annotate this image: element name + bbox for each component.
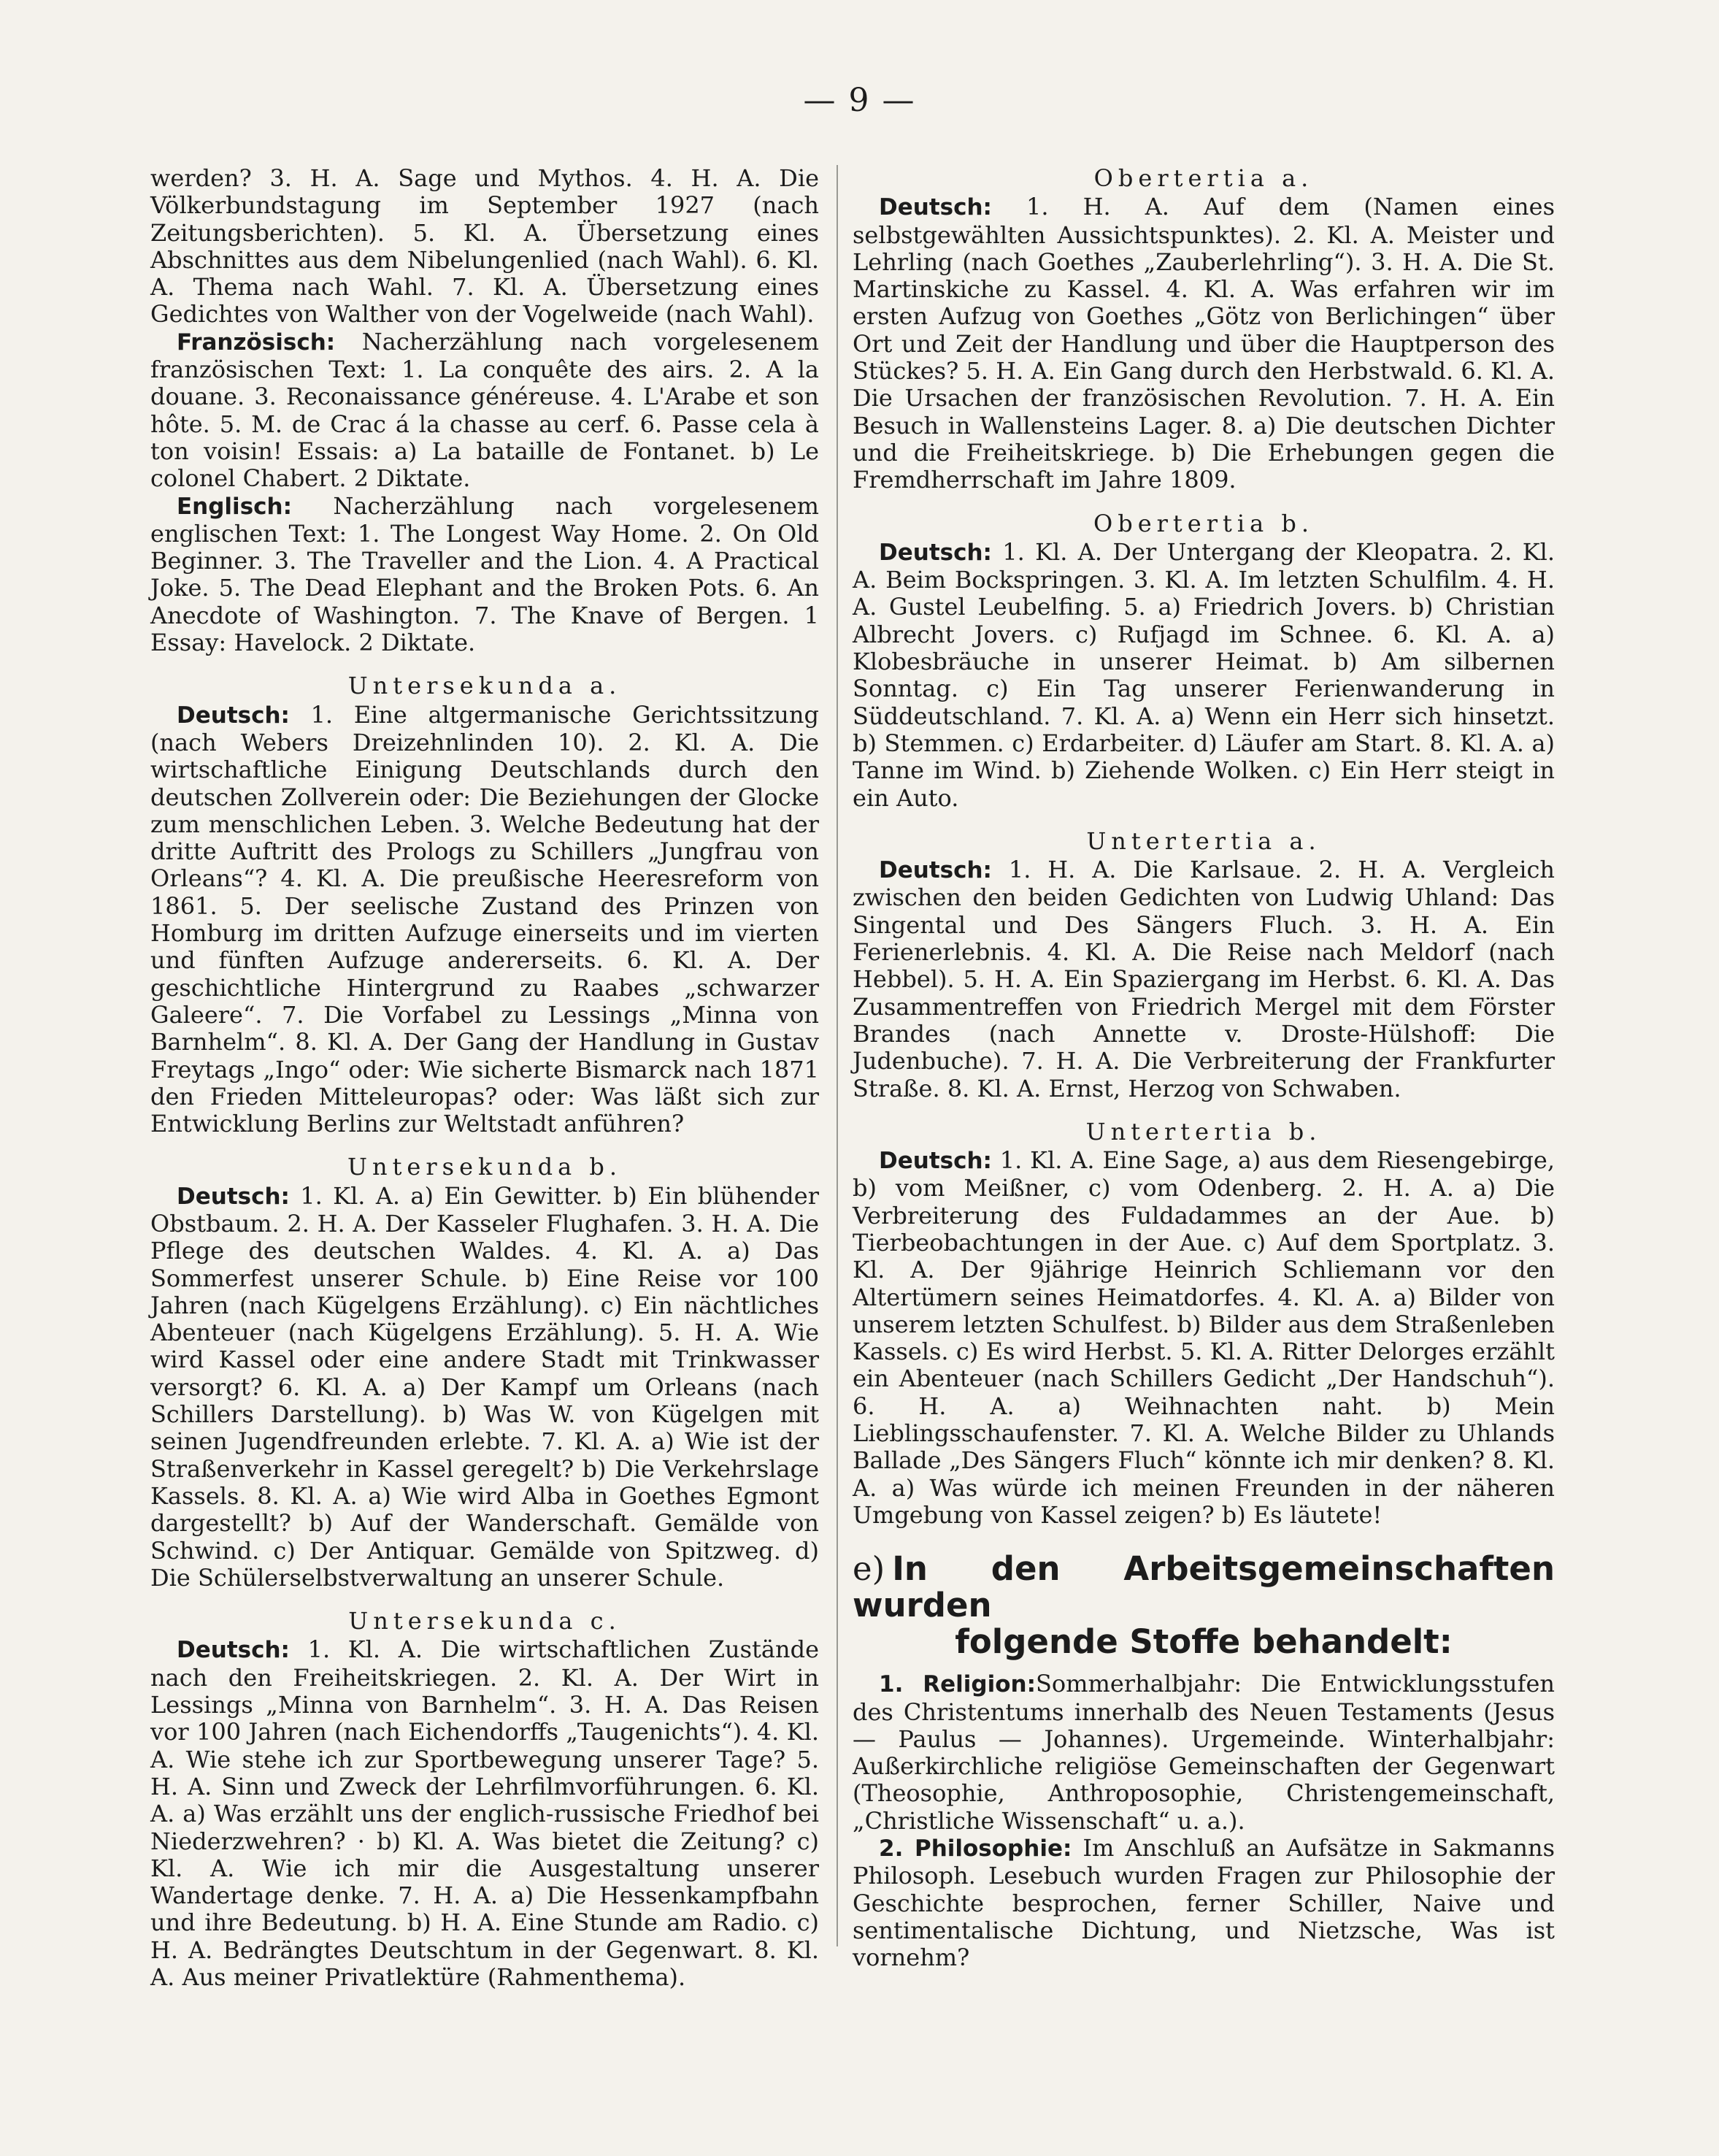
subject-label: Französisch: bbox=[177, 329, 336, 356]
subject-label: Deutsch: bbox=[879, 539, 992, 566]
paragraph-untertertia-a bbox=[853, 856, 1555, 1102]
paragraph-text: Sommerhalbjahr: Die Entwicklungsstufen des Christentums innerhalb des Neuen Testaments (Jesus — Paulus — Johannes). Urgemeinde. Winterhalbjahr: Außerkirchliche religiöse Gemeinschaften der Gegenwart (Theosophie, Anthroposophie, Christengemeinschaft, „Christliche Wissenschaft“ u. a.). bbox=[853, 1670, 1555, 1835]
paragraph-untersekunda-b bbox=[150, 1183, 819, 1592]
class-heading-untertertia-b: Untertertia b. bbox=[1085, 1117, 1322, 1146]
left-column bbox=[150, 165, 819, 1991]
section-e-heading bbox=[853, 1551, 1555, 1660]
paragraph-text: Im Anschluß an Aufsätze in Sakmanns Philosoph. Lesebuch wurden Fragen zur Philosophie der Geschichte besprochen, ferner Schiller, Naive und sentimentalische Dichtung, und Nietzsche, Was ist vornehm? bbox=[853, 1834, 1555, 1972]
class-heading-obertertia-b: Obertertia b. bbox=[1093, 509, 1315, 537]
paragraph-text: 1. H. A. Die Karlsaue. 2. H. A. Vergleich zwischen den beiden Gedichten von Ludwig Uhland: Das Singental und Des Sängers Fluch. 3. H. A. Ein Ferienerlebnis. 4. Kl. A. Die Reise nach Meldorf (nach Hebbel). 5. H. A. Ein Spaziergang im Herbst. 6. Kl. A. Das Zusammentreffen von Friedrich Mergel mit dem Förster Brandes (nach Annette v. Droste-Hülshoff: Die Judenbuche). 7. H. A. Die Verbreiterung der Frankfurter Straße. 8. Kl. A. Ernst, Herzog von Schwaben. bbox=[853, 856, 1555, 1102]
section-label: e) bbox=[853, 1549, 885, 1589]
section-heading-line2: folgende Stoffe behandelt: bbox=[955, 1622, 1453, 1662]
subject-label: 2. Philosophie: bbox=[879, 1835, 1072, 1862]
paragraph-text: 1. Kl. A. Die wirtschaftlichen Zustände nach den Freiheitskriegen. 2. Kl. A. Der Wirt in Lessings „Minna von Barnhelm“. 3. H. A. Das Reisen vor 100 Jahren (nach Eichendorffs „Taugenichts“). 4. Kl. A. Wie stehe ich zur Sportbewegung unserer Tage? 5. H. A. Sinn und Zweck der Lehrfilmvorführungen. 6. Kl. A. a) Was erzählt uns der englich-russische Friedhof bei Niederzwehren? · b) Kl. A. Was bietet die Zeitung? c) Kl. A. Wie ich mir die Ausgestaltung unserer Wandertage denke. 7. H. A. a) Die Hessenkampfbahn und ihre Bedeutung. b) H. A. Eine Stunde am Radio. c) H. A. Bedrängtes Deutschtum in der Gegenwart. 8. Kl. A. Aus meiner Privatlektüre (Rahmenthema). bbox=[150, 1635, 820, 1991]
subject-label: Deutsch: bbox=[177, 1183, 290, 1210]
right-column bbox=[853, 165, 1555, 1972]
subject-label: Deutsch: bbox=[879, 857, 992, 884]
subject-label: Englisch: bbox=[177, 493, 292, 520]
class-heading-untertertia-a: Untertertia a. bbox=[1086, 826, 1321, 855]
paragraph-franzoesisch bbox=[150, 329, 819, 493]
subject-label: Deutsch: bbox=[879, 194, 992, 221]
class-heading-untersekunda-a: Untersekunda a. bbox=[347, 672, 622, 700]
paragraph-text: 1. Eine altgermanische Gerichtssitzung (nach Webers Dreizehnlinden 10). 2. Kl. A. Die wirtschaftliche Einigung Deutschlands durch den deutschen Zollverein oder: Die Beziehungen der Glocke zum menschlichen Leben. 3. Welche Bedeutung hat der dritte Auftritt des Prologs zu Schillers „Jungfrau von Orleans“? 4. Kl. A. Die preußische Heeresreform von 1861. 5. Der seelische Zustand des Prinzen von Homburg im dritten Aufzuge einerseits und im vierten und fünften Aufzuge andererseits. 6. Kl. A. Der geschichtliche Hintergrund zu Raabes „schwarzer Galeere“. 7. Die Vorfabel zu Lessings „Minna von Barnhelm“. 8. Kl. A. Der Gang der Handlung in Gustav Freytags „Ingo“ oder: Wie sicherte Bismarck nach 1871 den Frieden Mitteleuropas? oder: Was läßt sich zur Entwicklung Berlins zur Weltstadt anführen? bbox=[150, 700, 820, 1138]
class-heading-untersekunda-c: Untersekunda c. bbox=[348, 1607, 621, 1635]
paragraph-obertertia-a bbox=[853, 193, 1555, 494]
subject-label: 1. Religion: bbox=[879, 1671, 1036, 1698]
paragraph-text: 1. Kl. A. a) Ein Gewitter. b) Ein blühender Obstbaum. 2. H. A. Der Kasseler Flughafen. 3. H. A. Die Pflege des deutschen Waldes. 4. Kl. A. a) Das Sommerfest unserer Schule. b) Eine Reise vor 100 Jahren (nach Kügelgens Erzählung). c) Ein nächtliches Abenteuer (nach Kügelgens Erzählung). 5. H. A. Wie wird Kassel oder eine andere Stadt mit Trinkwasser versorgt? 6. Kl. A. a) Der Kampf um Orleans (nach Schillers Darstellung). b) Was W. von Kügelgen mit seinen Jugendfreunden erlebte. 7. Kl. A. a) Wie ist der Straßenverkehr in Kassel geregelt? b) Die Verkehrslage Kassels. 8. Kl. A. a) Wie wird Alba in Goethes Egmont dargestellt? b) Auf der Wanderschaft. Gemälde von Schwind. c) Der Antiquar. Gemälde von Spitzweg. d) Die Schülerselbstverwaltung an unserer Schule. bbox=[150, 1181, 820, 1592]
paragraph-text: 1. H. A. Auf dem (Namen eines selbstgewählten Aussichtspunktes). 2. Kl. A. Meister und Lehrling (nach Goethes „Zauberlehrling“). 3. H. A. Die St. Martinskiche zu Kassel. 4. Kl. A. Was erfahren wir im ersten Aufzug von Goethes „Götz von Berlichingen“ über Ort und Zeit der Handlung und über die Hauptperson des Stückes? 5. H. A. Ein Gang durch den Herbstwald. 6. Kl. A. Die Ursachen der französischen Revolution. 7. H. A. Ein Besuch in Wallensteins Lager. 8. a) Die deutschen Dichter und die Freiheitskriege. b) Die Erhebungen gegen die Fremdherrschaft im Jahre 1809. bbox=[853, 193, 1555, 494]
column-divider bbox=[837, 165, 838, 1946]
subject-label: Deutsch: bbox=[879, 1148, 992, 1175]
paragraph-religion bbox=[853, 1670, 1555, 1835]
paragraph-untertertia-b bbox=[853, 1147, 1555, 1529]
paragraph-text: Nacherzählung nach vorgelesenem französischen Text: 1. La conquête des airs. 2. A la douane. 3. Reconaissance généreuse. 4. L'Arabe et son hôte. 5. M. de Crac á la chasse au cerf. 6. Passe cela à ton voisin! Essais: a) La bataille de Fontanet. b) Le colonel Chabert. 2 Diktate. bbox=[150, 327, 819, 493]
subject-label: Deutsch: bbox=[177, 1637, 290, 1664]
paragraph-untersekunda-c bbox=[150, 1636, 819, 1991]
paragraph-untersekunda-a bbox=[150, 702, 819, 1138]
class-heading-obertertia-a: Obertertia a. bbox=[1093, 164, 1314, 192]
page-number: — 9 — bbox=[803, 82, 916, 119]
paragraph-text: Nacherzählung nach vorgelesenem englischen Text: 1. The Longest Way Home. 2. On Old Beginner. 3. The Traveller and the Lion. 4. A Practical Joke. 5. The Dead Elephant and the Broken Pots. 6. An Anecdote of Washington. 7. The Knave of Bergen. 1 Essay: Havelock. 2 Diktate. bbox=[150, 491, 819, 657]
subject-label: Deutsch: bbox=[177, 702, 290, 729]
class-heading-untersekunda-b: Untersekunda b. bbox=[347, 1153, 623, 1181]
paragraph-text: 1. Kl. A. Der Untergang der Kleopatra. 2. Kl. A. Beim Bockspringen. 3. Kl. A. Im letzten Schulfilm. 4. H. A. Gustel Leubelfing. 5. a) Friedrich Jovers. b) Christian Albrecht Jovers. c) Rufjagd im Schnee. 6. Kl. A. a) Klobesbräuche in unserer Heimat. b) Am silbernen Sonntag. c) Ein Tag unserer Ferienwanderung in Süddeutschland. 7. Kl. A. a) Wenn ein Herr sich hinsetzt. b) Stemmen. c) Erdarbeiter. d) Läufer am Start. 8. Kl. A. a) Tanne im Wind. b) Ziehende Wolken. c) Ein Herr steigt in ein Auto. bbox=[853, 537, 1555, 812]
paragraph-continuation: werden? 3. H. A. Sage und Mythos. 4. H. A. Die Völkerbundstagung im September 1927 (nach Zeitungsberichten). 5. Kl. A. Übersetzung eines Abschnittes aus dem Nibelungenlied (nach Wahl). 6. Kl. A. Thema nach Wahl. 7. Kl. A. Übersetzung eines Gedichtes von Walther von der Vogelweide (nach Wahl). bbox=[150, 164, 819, 329]
section-heading-line1: In den Arbeitsgemeinschaften wurden bbox=[853, 1549, 1555, 1625]
paragraph-philosophie bbox=[853, 1835, 1555, 1971]
paragraph-text: 1. Kl. A. Eine Sage, a) aus dem Riesengebirge, b) vom Meißner, c) vom Odenberg. 2. H. A. a) Die Verbreiterung des Fuldadammes an der Aue. b) Tierbeobachtungen in der Aue. c) Auf dem Sportplatz. 3. Kl. A. Der 9jährige Heinrich Schliemann vor den Altertümern seines Heimatdorfes. 4. Kl. A. a) Bilder von unserem letzten Schulfest. b) Bilder aus dem Straßenleben Kassels. c) Es wird Herbst. 5. Kl. A. Ritter Delorges erzählt ein Abenteuer (nach Schillers Gedicht „Der Handschuh“). 6. H. A. a) Weihnachten naht. b) Mein Lieblingsschaufenster. 7. Kl. A. Welche Bilder zu Uhlands Ballade „Des Sängers Fluch“ könnte ich mir denken? 8. Kl. A. a) Was würde ich meinen Freunden in der näheren Umgebung von Kassel zeigen? b) Es läutete! bbox=[853, 1146, 1555, 1529]
paragraph-englisch bbox=[150, 493, 819, 657]
paragraph-obertertia-b bbox=[853, 539, 1555, 812]
